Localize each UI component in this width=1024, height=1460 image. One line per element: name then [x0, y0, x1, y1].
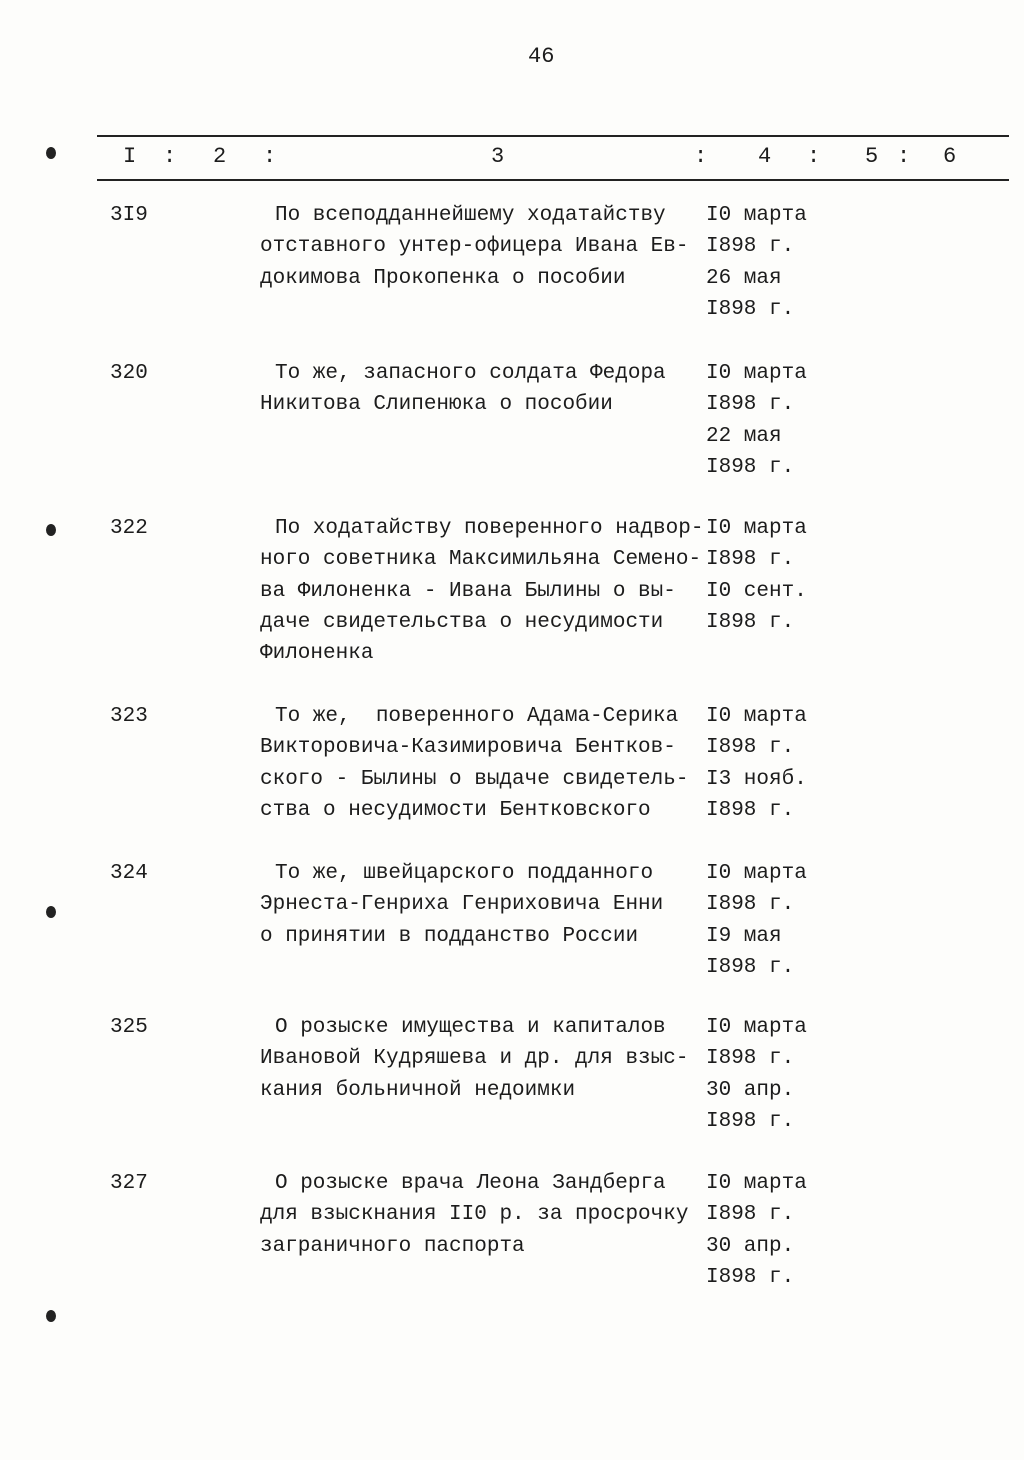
entry-dates — [706, 858, 807, 983]
description-line: Эрнеста-Генриха Генриховича Енни — [260, 893, 664, 917]
date-line: I0 марта — [706, 517, 807, 540]
punch-hole-mark — [46, 906, 56, 918]
date-line: I898 г. — [706, 1047, 795, 1071]
description-line: докимова Прокопенка о пособии — [260, 266, 626, 290]
description-line: Викторовича-Казимировича Бентков- — [260, 736, 676, 760]
date-line: 30 апр. — [706, 1078, 795, 1102]
col-6: 6 — [943, 144, 957, 169]
punch-hole-mark — [46, 1310, 56, 1322]
description-line: Ивановой Кудряшева и др. для взыс- — [260, 1047, 689, 1071]
date-line: I898 г. — [706, 736, 795, 760]
description-line: Филоненка — [260, 642, 374, 666]
col-5: 5 — [865, 144, 879, 169]
col-2: 2 — [213, 144, 227, 169]
entry-dates — [706, 1012, 807, 1137]
date-line: I9 мая — [706, 924, 782, 948]
date-line: I0 марта — [706, 362, 807, 385]
description-line: То же, запасного солдата Федора — [275, 362, 666, 385]
entry-number: 325 — [110, 1016, 148, 1039]
entry-description — [260, 200, 700, 294]
col-3: 3 — [491, 144, 505, 169]
description-line: ства о несудимости Бентковского — [260, 798, 651, 822]
date-line: I898 г. — [706, 798, 795, 822]
separator: : — [897, 144, 911, 169]
date-line: I0 марта — [706, 705, 807, 728]
entry-dates — [706, 200, 807, 325]
date-line: 26 мая — [706, 266, 782, 290]
header-bottom-rule — [97, 179, 1009, 181]
description-line: заграничного паспорта — [260, 1234, 525, 1258]
description-line: По всеподданнейшему ходатайству — [275, 204, 666, 227]
separator: : — [163, 144, 177, 169]
description-line: О розыске врача Леона Зандберга — [275, 1172, 666, 1195]
description-line: ного советника Максимильяна Семено- — [260, 548, 702, 572]
description-line: о принятии в подданство России — [260, 924, 639, 948]
date-line: 22 мая — [706, 424, 782, 448]
date-line: I898 г. — [706, 893, 795, 917]
description-line: ва Филоненка - Ивана Былины о вы- — [260, 579, 676, 603]
entry-description — [260, 358, 700, 421]
description-line: для взыскнания II0 р. за просрочку — [260, 1203, 689, 1227]
date-line: I898 г. — [706, 1265, 795, 1289]
entry-description — [260, 1168, 700, 1262]
description-line: ского - Былины о выдаче свидетель- — [260, 767, 689, 791]
date-line: I898 г. — [706, 1203, 795, 1227]
description-line: О розыске имущества и капиталов — [275, 1016, 666, 1039]
col-1: I — [123, 144, 137, 169]
separator: : — [694, 144, 708, 169]
page-number: 46 — [528, 44, 555, 69]
col-4: 4 — [758, 144, 772, 169]
entry-description — [260, 1012, 700, 1106]
entry-number: 320 — [110, 362, 148, 385]
separator: : — [807, 144, 821, 169]
entry-number: 3I9 — [110, 204, 148, 227]
date-line: I0 марта — [706, 1172, 807, 1195]
header-top-rule — [97, 135, 1009, 137]
date-line: I898 г. — [706, 1109, 795, 1133]
entry-number: 322 — [110, 517, 148, 540]
entry-dates — [706, 358, 807, 483]
description-line: То же, поверенного Адама-Серика — [275, 705, 679, 728]
entry-number: 324 — [110, 862, 148, 885]
entry-dates — [706, 513, 807, 638]
date-line: I3 нояб. — [706, 767, 807, 791]
entry-number: 323 — [110, 705, 148, 728]
column-header — [97, 144, 1009, 172]
date-line: I898 г. — [706, 393, 795, 417]
description-line: даче свидетельства о несудимости — [260, 610, 664, 634]
entry-description — [260, 701, 700, 826]
date-line: I898 г. — [706, 235, 795, 259]
entry-number: 327 — [110, 1172, 148, 1195]
punch-hole-mark — [46, 524, 56, 536]
description-line: кания больничной недоимки — [260, 1078, 576, 1102]
date-line: 30 апр. — [706, 1234, 795, 1258]
description-line: По ходатайству поверенного надвор- — [275, 517, 704, 540]
entry-description — [260, 513, 704, 669]
entry-description — [260, 858, 700, 952]
date-line: I898 г. — [706, 610, 795, 634]
date-line: I898 г. — [706, 548, 795, 572]
date-line: I0 марта — [706, 204, 807, 227]
description-line: То же, швейцарского подданного — [275, 862, 654, 885]
entry-dates — [706, 1168, 807, 1293]
punch-hole-mark — [46, 147, 56, 159]
date-line: I898 г. — [706, 455, 795, 479]
date-line: I0 марта — [706, 862, 807, 885]
date-line: I0 сент. — [706, 579, 807, 603]
description-line: отставного унтер-офицера Ивана Ев- — [260, 235, 689, 259]
description-line: Никитова Слипенюка о пособии — [260, 393, 613, 417]
entry-dates — [706, 701, 807, 826]
date-line: I898 г. — [706, 297, 795, 321]
date-line: I898 г. — [706, 955, 795, 979]
separator: : — [263, 144, 277, 169]
date-line: I0 марта — [706, 1016, 807, 1039]
